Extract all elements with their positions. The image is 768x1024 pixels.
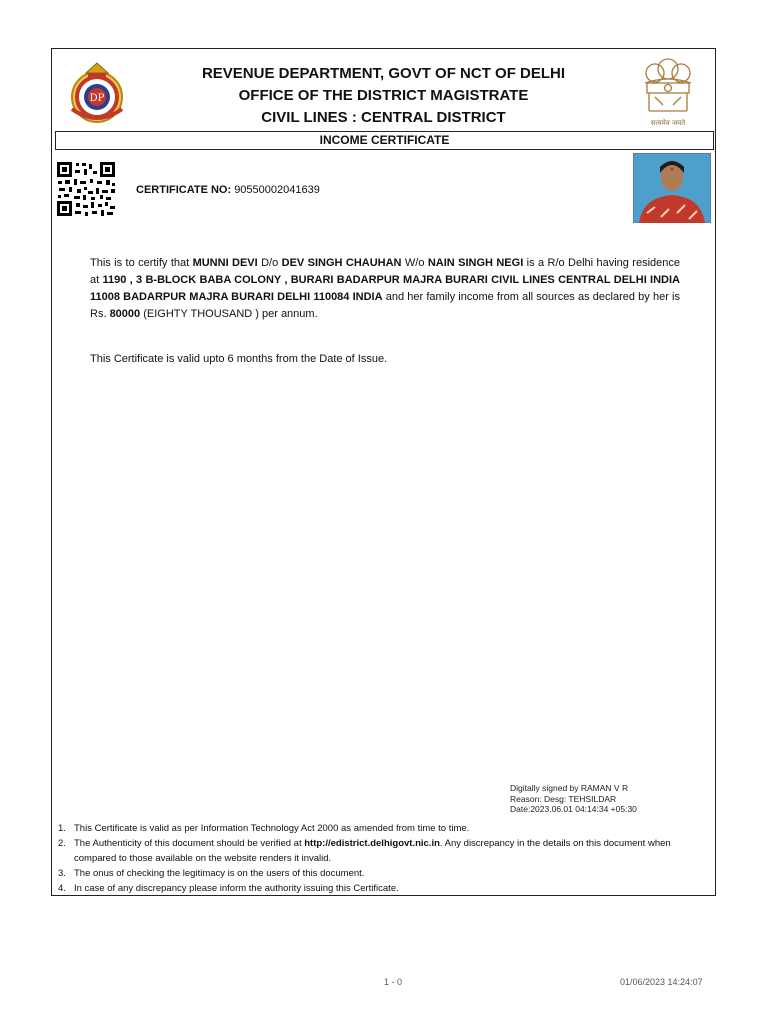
note-text: This Certificate is valid as per Information Technology Act 2000 as amended from time to time. <box>74 823 470 834</box>
certificate-number-label: CERTIFICATE NO: <box>136 184 232 196</box>
page-number: 1 - 0 <box>384 977 403 987</box>
svg-text:DP: DP <box>89 93 105 104</box>
note-item <box>56 866 706 881</box>
header-line-1: REVENUE DEPARTMENT, GOVT OF NCT OF DELHI <box>201 65 566 82</box>
digital-signature <box>510 783 637 815</box>
father-name: DEV SINGH CHAUHAN <box>281 257 402 269</box>
national-emblem-icon <box>629 53 707 131</box>
body-text-2: D/o <box>257 257 282 269</box>
signature-line-3: Date:2023.06.01 04:14:34 +05:30 <box>510 804 637 814</box>
validity-text: This Certificate is valid upto 6 months from the Date of Issue. <box>90 353 388 365</box>
body-text-6: (EIGHTY THOUSAND ) per annum. <box>140 308 318 320</box>
note-item <box>56 881 706 896</box>
certificate-body <box>90 255 680 323</box>
body-text-1: This is to certify that <box>90 257 193 269</box>
income-amount: 80000 <box>109 308 141 320</box>
applicant-photo <box>633 153 711 223</box>
certificate-title: INCOME CERTIFICATE <box>55 131 714 150</box>
residence-address: 1190 , 3 B-BLOCK BABA COLONY , BURARI BADARPUR MAJRA BURARI CIVIL LINES CENTRAL DELHI INDIA 11008 BADARPUR MAJRA BURARI DELHI 110084 INDIA <box>90 274 680 303</box>
note-number: 1. <box>58 823 66 834</box>
signature-line-2: Reason: Desg: TEHSILDAR <box>510 793 617 804</box>
note-item <box>56 836 706 866</box>
body-text-4: is a R/o Delhi having residence at <box>90 257 681 286</box>
note-item <box>56 821 706 836</box>
verification-link[interactable]: http://edistrict.delhigovt.nic.in <box>304 838 440 849</box>
note-text: . Any discrepancy in the details on this document when compared to those available on the website renders it invalid. <box>74 838 671 864</box>
notes-list <box>56 821 706 896</box>
qr-code-icon <box>56 161 116 217</box>
husband-name: NAIN SINGH NEGI <box>427 257 524 269</box>
certificate-frame <box>51 48 716 896</box>
note-number: 3. <box>58 868 66 879</box>
certificate-header <box>52 49 715 131</box>
applicant-name: MUNNI DEVI <box>192 257 258 269</box>
note-number: 4. <box>58 883 66 894</box>
body-text-5: and her family income from all sources as declared by her is Rs. <box>90 291 680 320</box>
note-text: The onus of checking the legitimacy is on the users of this document. <box>74 868 365 879</box>
header-line-3: CIVIL LINES : CENTRAL DISTRICT <box>261 109 506 126</box>
certificate-number <box>136 184 320 196</box>
certificate-number-value: 90550002041639 <box>234 184 320 196</box>
note-text: In case of any discrepancy please inform the authority issuing this Certificate. <box>74 883 399 894</box>
note-number: 2. <box>58 838 66 849</box>
print-timestamp: 01/06/2023 14:24:07 <box>620 977 703 987</box>
body-text-3: W/o <box>401 257 428 269</box>
signature-line-1: Digitally signed by RAMAN V R <box>510 783 629 793</box>
note-text: The Authenticity of this document should be verified at <box>74 838 305 849</box>
header-line-2: OFFICE OF THE DISTRICT MAGISTRATE <box>238 87 529 104</box>
emblem-motto: सत्यमेव जयते <box>650 119 686 127</box>
